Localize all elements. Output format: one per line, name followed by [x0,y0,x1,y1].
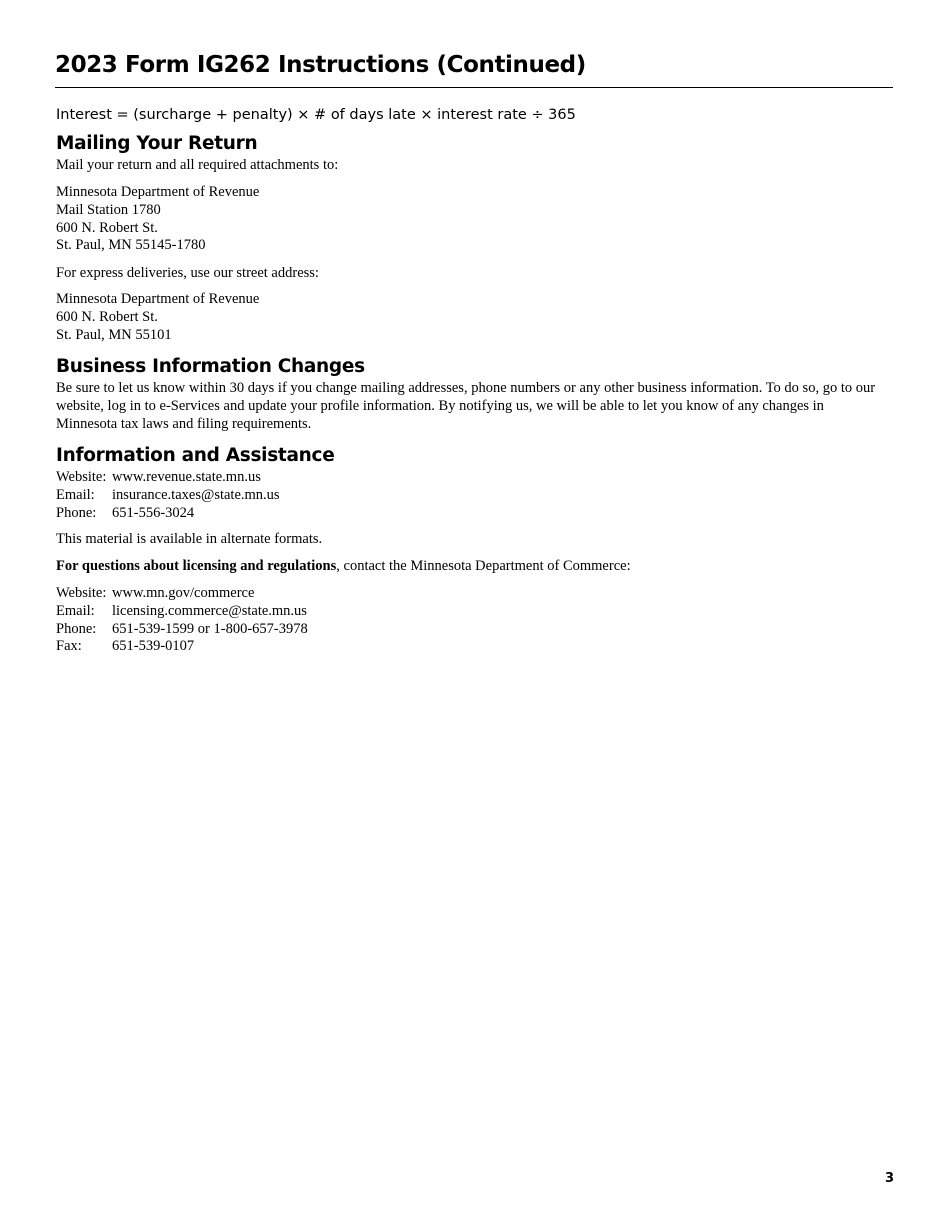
street-address [56,291,259,344]
express-intro: For express deliveries, use our street address: [56,265,319,281]
section-heading-mailing: Mailing Your Return [56,133,258,154]
contact-label: Phone: [56,504,97,521]
mailing-address [56,184,259,255]
commerce-email-link[interactable]: licensing.commerce@state.mn.us [112,602,307,619]
contact-row-phone [56,621,308,639]
contact-row-email [56,603,308,621]
contact-row-email [56,487,280,505]
revenue-contacts [56,469,280,522]
address-line: Minnesota Department of Revenue [56,184,260,200]
revenue-website-link[interactable]: www.revenue.state.mn.us [112,469,261,485]
interest-formula: Interest = (surcharge + penalty) × # of days late × interest rate ÷ 365 [56,107,576,123]
title-divider [55,87,893,88]
revenue-email-link[interactable]: insurance.taxes@state.mn.us [112,486,280,503]
business-changes-body: Be sure to let us know within 30 days if you change mailing addresses, phone numbers or any other business information. To do so, go to our website, log in to e-Services and update your profile information. By notifying us, we will be able to let you know of any changes in Minnesota tax laws and filing requirements. [56,380,876,432]
contact-row-website [56,585,308,603]
address-line: 600 N. Robert St. [56,308,158,325]
contact-label: Website: [56,585,107,601]
page-title: 2023 Form IG262 Instructions (Continued) [55,52,586,78]
commerce-website-link[interactable]: www.mn.gov/commerce [112,585,255,601]
section-heading-business-changes: Business Information Changes [56,356,365,377]
contact-label: Website: [56,469,107,485]
commerce-contacts [56,585,308,656]
alternate-formats-note: This material is available in alternate formats. [56,531,323,547]
section-heading-assistance: Information and Assistance [56,445,335,466]
contact-label: Email: [56,602,95,619]
commerce-fax: 651-539-0107 [112,638,195,655]
contact-row-fax [56,638,308,656]
address-line: Minnesota Department of Revenue [56,291,260,307]
address-line: Mail Station 1780 [56,201,161,218]
contact-row-website [56,469,280,487]
contact-row-phone [56,505,280,523]
licensing-note [56,558,631,576]
contact-label: Email: [56,486,95,503]
contact-label: Phone: [56,620,97,637]
mailing-intro: Mail your return and all required attachments to: [56,157,339,173]
licensing-note-rest: , contact the Minnesota Department of Commerce: [336,558,631,574]
address-line: St. Paul, MN 55101 [56,326,172,343]
licensing-note-bold: For questions about licensing and regulations [56,558,337,574]
address-line: 600 N. Robert St. [56,219,158,236]
contact-label: Fax: [56,638,82,655]
revenue-phone: 651-556-3024 [112,504,195,521]
address-line: St. Paul, MN 55145-1780 [56,237,206,254]
page-number: 3 [885,1171,895,1186]
commerce-phone: 651-539-1599 or 1-800-657-3978 [112,620,308,637]
